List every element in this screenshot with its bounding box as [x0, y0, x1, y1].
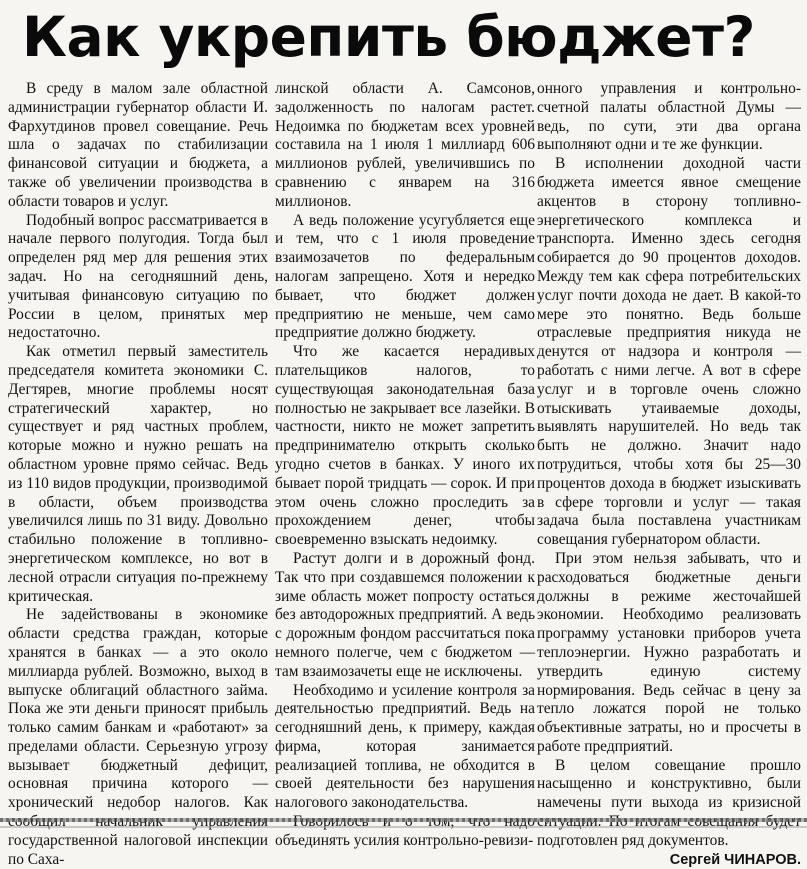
bottom-rule-secondary — [0, 826, 807, 828]
paragraph: Растут долги и в дорожный фонд. Так что при создавшемся положении к зиме область может попросту остаться без автодорожных предприятий. А ведь с дорожным фондом рассчитаться пока немного полегче, чем с бюджетом — там взаимозачеты еще не исключены. — [275, 549, 535, 680]
headline: Как укрепить бюджет? — [22, 5, 755, 69]
paragraph: Как отметил первый заместитель председателя комитета экономики С. Дегтярев, многие проблемы носят стратегический характер, но существует и ряд частных проблем, которые можно и нужно решать на областном уровне прямо сейчас. Ведь из 110 видов продукции, производимой в области, объем производства увеличился лишь по 31 виду. Довольно стабильно положение в топливно-энергетическом комплексе, но вот в лесной отрасли ситуация по-прежнему критическая. — [8, 343, 268, 605]
paragraph: Что же касается нерадивых плательщиков налогов, то существующая законодательная база полностью не закрывает все лазейки. В частности, никто не может запретить предпринимателю открыть сколько угодно счетов в банках. У иного их бывает порой тридцать — сорок. И при этом очень сложно проследить за прохождением денег, чтобы своевременно взыскать недоимку. — [275, 343, 535, 549]
paragraph: В целом совещание прошло насыщенно и конструктивно, были намечены пути выхода из кризисной подготовлен ряд документов. — [537, 756, 801, 849]
bottom-rule — [0, 818, 807, 822]
author-signature: Сергей ЧИНАРОВ. — [669, 851, 801, 868]
paragraph: В исполнении доходной части бюджета имеется явное смещение акцентов в сторону топливно-энергетического комплекса и транспорта. Именно здесь сегодня собирается до 90 процентов доходов. Между тем как сфера потребительских услуг почти дохода не дает. В какой-то мере это понятно. Ведь больше отраслевые предприятия никуда не денутся от надзора и контроля — работать с ними легче. А вот в сфере услуг и в торговле очень сложно отыскивать утаиваемые доходы, выявлять нарушителей. Но ведь так быть не должно. Значит надо потрудиться, чтобы хотя бы 25—30 процентов дохода в бюджет изыскивать в сфере торговли и услуг — такая задача была поставлена участникам совещания губернатором области. — [537, 155, 801, 549]
paragraph: Необходимо и усиление контроля за деятельностью предприятий. Ведь на сегодняшний день, к примеру, каждая фирма, которая занимается реализацией топлива, не обходится в своей деятельности без нарушения налогового законодательства. — [275, 681, 535, 812]
paragraph: В среду в малом зале областной администрации губернатор области И. Фархутдинов провел совещание. Речь шла о задачах по стабилизации финансовой ситуации и бюджета, а также об увеличении производства в области товаров и услуг. — [8, 80, 268, 210]
paragraph-continued: линской области А. Самсонов, задолженность по налогам растет. Недоимка по бюджетам всех уровней составила на 1 июля 1 миллиард 606 миллионов рублей, увеличившись по сравнению с январем на 316 миллионов. — [275, 80, 535, 210]
paragraph-continued: онного управления и контрольно-счетной палаты областной Думы — ведь, по сути, эти два органа выполняют одни и те же функции. — [537, 80, 801, 154]
paragraph: При этом нельзя забывать, что и расходоваться бюджетные деньги должны в режиме жесточайшей экономии. Необходимо реализовать программу установки приборов учета теплоэнергии. Нужно разработать и утвердить единую систему нормирования. Ведь сейчас в цену за тепло ложатся порой не только объективные затраты, но и просчеты в работе предприятий. — [537, 549, 801, 755]
paragraph: А ведь положение усугубляется еще и тем, что с 1 июля проведение взаимозачетов по федеральным налогам запрещено. Хотя и нередко бывает, что бюджет должен предприятию не меньше, чем само предприятие должно бюджету. — [275, 211, 535, 342]
column-1 — [8, 80, 268, 869]
column-3 — [537, 80, 801, 869]
paragraph: объединять усилия контрольно-ревизи- — [275, 831, 534, 849]
paragraph: Не задействованы в экономике области средства граждан, которые хранятся в банках — а это около миллиарда рублей. Возможно, выход в выпуске облигаций областного займа. Пока же эти деньги приносят прибыль только самим банкам и «работают» за пределами области. Серьезную угрозу вызывает бюджетный дефицит, основная причина которого — хронический недобор налогов. Как государственной налоговой инспекции по Саха- — [8, 606, 268, 868]
column-2 — [275, 80, 535, 851]
paragraph: Подобный вопрос рассматривается в начале первого полугодия. Тогда был определен ряд мер для решения этих задач. Но на сегодняшний день, учитывая финансовую ситуацию по России в целом, принятых мер недостаточно. — [8, 211, 268, 342]
